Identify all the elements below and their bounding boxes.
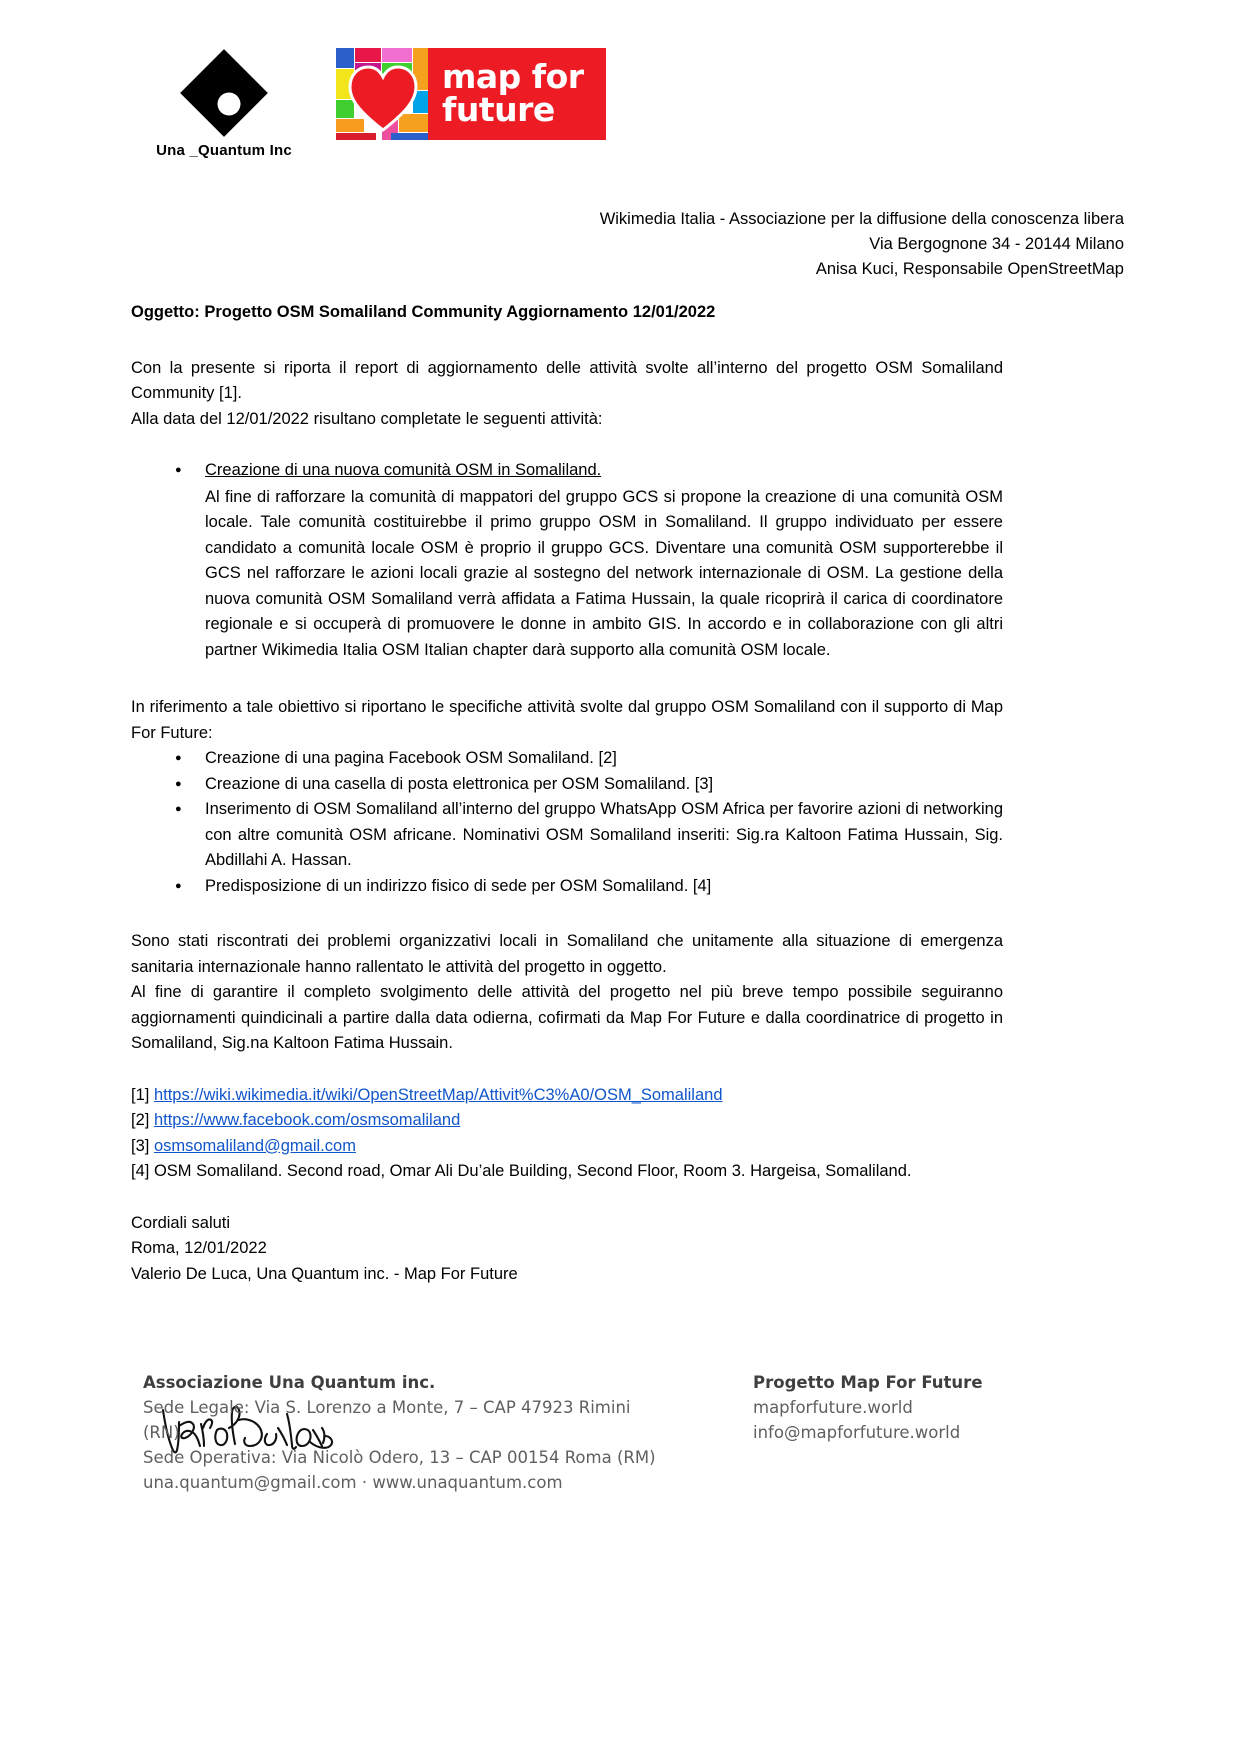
reference-2-link[interactable]: https://www.facebook.com/osmsomaliland xyxy=(153,1111,461,1129)
footer-left-column xyxy=(143,1370,663,1495)
recipient-line-3: Anisa Kuci, Responsabile OpenStreetMap xyxy=(815,260,1124,278)
footer-right-line-1: mapforfuture.world xyxy=(753,1398,913,1417)
reference-3-label: [3] xyxy=(131,1136,150,1155)
list-item xyxy=(131,458,1003,663)
activities-intro: In riferimento a tale obiettivo si riportano le specifiche attività svolte dal gruppo OSM Somaliland con il supporto di Map For Future: xyxy=(131,698,1003,742)
closing-line-1: Cordiali saluti xyxy=(131,1213,231,1232)
mff-line-1: map for xyxy=(442,57,584,96)
main-bullet-heading: Creazione di una nuova comunità OSM in Somaliland. xyxy=(205,461,602,479)
map-for-future-logo xyxy=(336,48,606,140)
recipient-line-2: Via Bergognone 34 - 20144 Milano xyxy=(869,235,1124,253)
list-item: ● Creazione di una casella di posta elettronica per OSM Somaliland. [3] xyxy=(131,772,1003,798)
footer-left-line-2: Sede Operativa: Via Nicolò Odero, 13 – CAP 00154 Roma (RM) xyxy=(143,1448,656,1467)
list-item: ● Predisposizione di un indirizzo fisico di sede per OSM Somaliland. [4] xyxy=(131,874,1003,900)
reference-1-link[interactable]: https://wiki.wikimedia.it/wiki/OpenStreetMap/Attivit%C3%A0/OSM_Somaliland xyxy=(153,1085,723,1104)
heart-icon xyxy=(348,64,418,132)
intro-paragraph-1: Con la presente si riporta il report di aggiornamento delle attività svolte all’interno del progetto OSM Somaliland Community [1]. xyxy=(131,358,1003,402)
una-quantum-logo xyxy=(156,48,292,159)
page-footer xyxy=(143,1370,1093,1495)
reference-3 xyxy=(131,1134,1003,1160)
closing-line-3: Valerio De Luca, Una Quantum inc. - Map For Future xyxy=(131,1264,518,1283)
reference-3-link[interactable]: osmsomaliland@gmail.com xyxy=(153,1136,356,1155)
map-for-future-wordmark xyxy=(428,48,606,140)
closing-block xyxy=(131,1211,1003,1288)
reference-4-label: [4] xyxy=(131,1162,150,1180)
letter-body xyxy=(131,300,1003,1287)
main-bullet-list xyxy=(131,458,1003,663)
mff-line-2: future xyxy=(442,90,555,129)
subject-line: Oggetto: Progetto OSM Somaliland Community Aggiornamento 12/01/2022 xyxy=(131,303,716,321)
recipient-address xyxy=(600,207,1124,282)
reference-2 xyxy=(131,1108,1003,1134)
closing-line-2: Roma, 12/01/2022 xyxy=(131,1239,267,1257)
notes-paragraph-1: Sono stati riscontrati dei problemi organizzativi locali in Somaliland che unitamente alla situazione di emergenza sanitaria internazionale hanno rallentato le attività del progetto in oggetto. xyxy=(131,932,1003,976)
footer-right-line-2: info@mapforfuture.world xyxy=(753,1423,961,1442)
footer-left-line-3: una.quantum@gmail.com · www.unaquantum.com xyxy=(143,1473,563,1492)
intro-paragraph-2: Alla data del 12/01/2022 risultano completate le seguenti attività: xyxy=(131,409,603,428)
footer-right-column xyxy=(753,1370,1093,1495)
list-item: ● Creazione di una pagina Facebook OSM Somaliland. [2] xyxy=(131,746,1003,772)
reference-1-label: [1] xyxy=(131,1085,150,1104)
diamond-icon xyxy=(179,48,269,138)
footer-right-title: Progetto Map For Future xyxy=(753,1373,983,1392)
activities-list xyxy=(131,746,1003,899)
main-bullet-body: Al fine di rafforzare la comunità di mappatori del gruppo GCS si propone la creazione di una comunità OSM locale. Tale comunità costituirebbe il primo gruppo OSM in Somaliland. Il gruppo individuato per essere candidato a comunità locale OSM è proprio il gruppo GCS. Diventare una comunità OSM supporterebbe il GCS nel rafforzare le azioni locali grazie al sostegno del network internazionale di OSM. La gestione della nuova comunità OSM Somaliland verrà affidata a Fatima Hussain, la quale ricoprirà il carica di coordinatore regionale e si occuperà di promuovere le donne in ambito GIS. In accordo e in collaborazione con gli altri partner Wikimedia Italia OSM Italian chapter darà supporto alla comunità OSM locale. xyxy=(205,487,1003,659)
recipient-line-1: Wikimedia Italia - Associazione per la diffusione della conoscenza libera xyxy=(599,210,1124,228)
list-item: ● Inserimento di OSM Somaliland all’interno del gruppo WhatsApp OSM Africa per favorire azioni di networking con altre comunità OSM africane. Nominativi OSM Somaliland inseriti: Sig.ra Kaltoon Fatima Hussain, Sig. Abdillahi A. Hassan. xyxy=(131,797,1003,874)
reference-4-text: OSM Somaliland. Second road, Omar Ali Du’ale Building, Second Floor, Room 3. Hargeisa, Somaliland. xyxy=(153,1162,912,1180)
footer-left-line-1: Sede Legale: Via S. Lorenzo a Monte, 7 – CAP 47923 Rimini (RN) xyxy=(143,1398,631,1442)
footer-left-title: Associazione Una Quantum inc. xyxy=(143,1373,436,1392)
logo-header xyxy=(156,48,606,159)
reference-4 xyxy=(131,1159,1003,1185)
notes-paragraph-2: Al fine di garantire il completo svolgimento delle attività del progetto nel più breve tempo possibile seguiranno aggiornamenti quindicinali a partire dalla data odierna, cofirmati da Map For Future e dalla coordinatrice di progetto in Somaliland, Sig.na Kaltoon Fatima Hussain. xyxy=(131,983,1003,1052)
reference-2-label: [2] xyxy=(131,1111,150,1129)
mosaic-icon xyxy=(336,48,428,140)
reference-1 xyxy=(131,1083,1003,1109)
una-quantum-logo-text: Una _Quantum Inc xyxy=(156,142,292,159)
references-block xyxy=(131,1083,1003,1185)
